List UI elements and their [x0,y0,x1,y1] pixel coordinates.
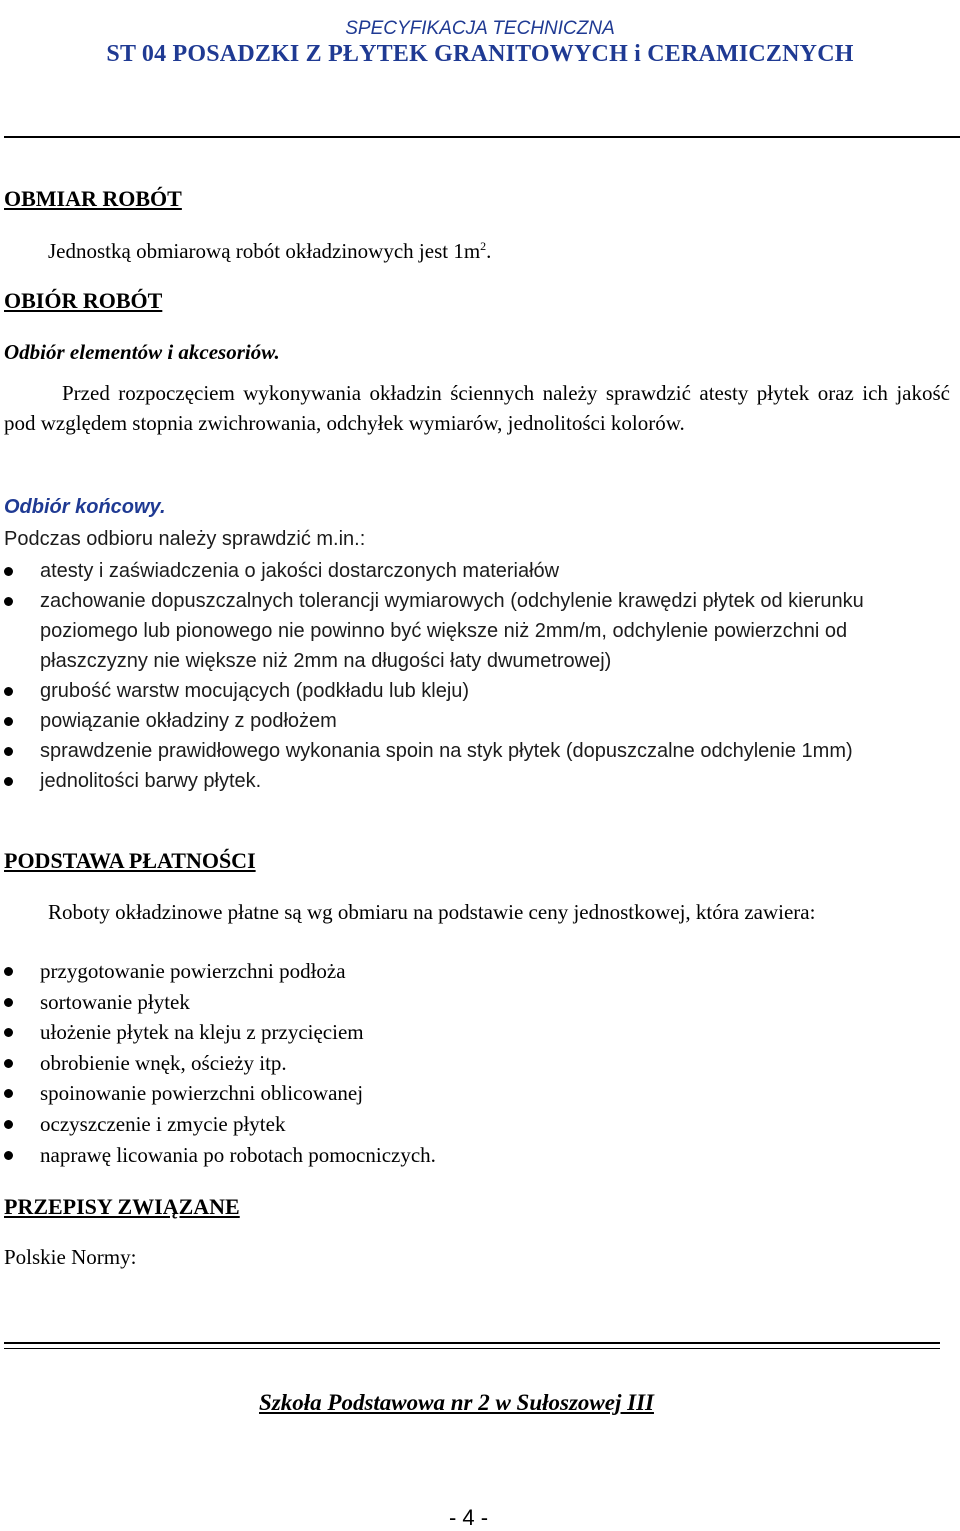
page-number: - 4 - [448,1505,489,1530]
list-item: oczyszczenie i zmycie płytek [0,1109,920,1140]
list-item: jednolitości barwy płytek. [0,766,920,796]
list-item: przygotowanie powierzchni podłoża [0,956,920,987]
bullet-icon [4,1059,13,1068]
section-heading-platnosc: PODSTAWA PŁATNOŚCI [4,848,256,873]
odbior-paragraph: Przed rozpoczęciem wykonywania okładzin ściennych należy sprawdzić atesty płytek oraz ich jakość pod względem stopnia zwichrowania, odchyłek wymiarów, jednolitości kolorów. [4,381,950,435]
odbior-intro: Podczas odbioru należy sprawdzić m.in.: [4,528,366,550]
platnosc-list [0,956,920,1170]
bullet-icon [4,747,13,756]
bullet-icon [4,1089,13,1098]
bullet-icon [4,687,13,696]
bullet-icon [4,717,13,726]
list-item: sprawdzenie prawidłowego wykonania spoin na styk płytek (dopuszczalne odchylenie 1mm) [0,736,920,766]
footer-divider-thin [4,1348,940,1349]
header-divider [4,136,960,138]
platnosc-paragraph: Roboty okładzinowe płatne są wg obmiaru na podstawie ceny jednostkowej, która zawiera: [48,900,816,924]
bullet-icon [4,1028,13,1037]
footer-school-name: Szkoła Podstawowa nr 2 w Sułoszowej III [259,1390,654,1415]
bullet-icon [4,998,13,1007]
przepisy-text: Polskie Normy: [4,1245,137,1269]
list-item: ułożenie płytek na kleju z przycięciem [0,1017,920,1048]
bullet-icon [4,597,13,606]
footer-divider [4,1342,940,1344]
list-item: atesty i zaświadczenia o jakości dostarczonych materiałów [0,556,920,586]
odbior-checklist [0,556,920,796]
bullet-icon [4,567,13,576]
bullet-icon [4,1151,13,1160]
obmiar-text: Jednostką obmiarową robót okładzinowych jest $1m^2$. [48,239,492,263]
odbior-subheading-elements: Odbiór elementów i akcesoriów. [4,340,280,364]
list-item: zachowanie dopuszczalnych tolerancji wymiarowych (odchylenie krawędzi płytek od kierunku poziomego lub pionowego nie powinno być większe niż 2mm/m, odchylenie powierzchni od płaszczyzny nie większe niż 2mm na długości łaty dwumetrowej) [0,586,920,676]
bullet-icon [4,1120,13,1129]
list-item: powiązanie okładziny z podłożem [0,706,920,736]
section-heading-obmiar: OBMIAR ROBÓT [4,186,182,211]
document-title: ST 04 POSADZKI Z PŁYTEK GRANITOWYCH i CERAMICZNYCH [106,41,854,67]
list-item: spoinowanie powierzchni oblicowanej [0,1078,920,1109]
odbior-subheading-final: Odbiór końcowy. [4,496,166,518]
section-heading-odbior: OBIÓR ROBÓT [4,288,163,313]
list-item: grubość warstw mocujących (podkładu lub kleju) [0,676,920,706]
document-subtitle: SPECYFIKACJA TECHNICZNA [345,18,615,39]
section-heading-przepisy: PRZEPISY ZWIĄZANE [4,1194,240,1219]
list-item: sortowanie płytek [0,987,920,1018]
list-item: naprawę licowania po robotach pomocniczych. [0,1140,920,1171]
bullet-icon [4,777,13,786]
list-item: obrobienie wnęk, ościeży itp. [0,1048,920,1079]
bullet-icon [4,967,13,976]
